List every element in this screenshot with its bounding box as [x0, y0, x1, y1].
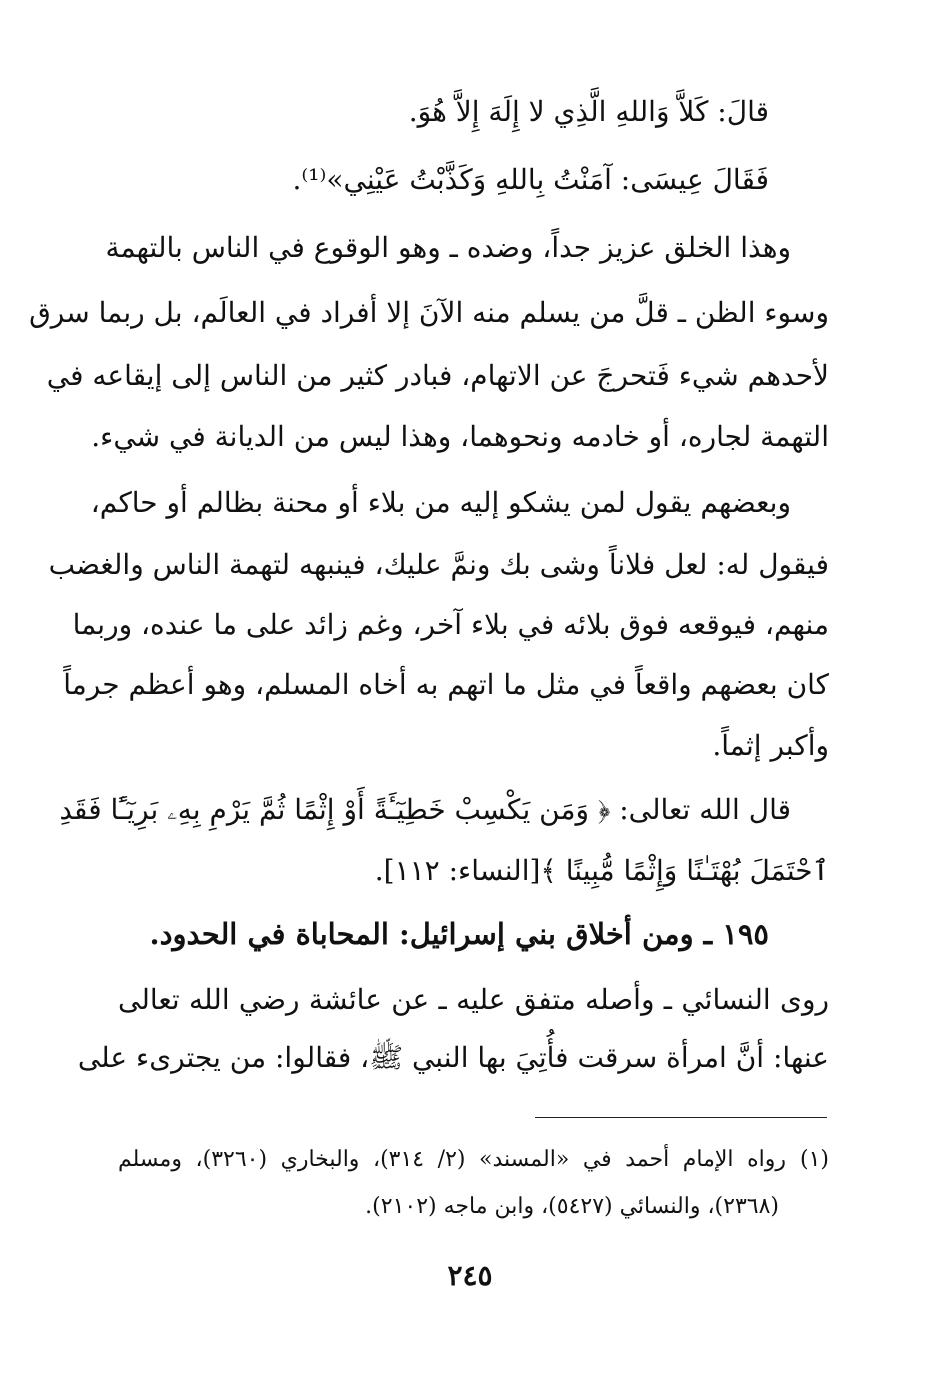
section-heading: ١٩٥ ـ ومن أخلاق بني إسرائيل: المحاباة في الحدود.	[149, 917, 769, 951]
text-line-14: روى النسائي ـ وأصله متفق عليه ـ عن عائشة رضي الله تعالى	[118, 983, 829, 1016]
text-line-11: وأكبر إثماً.	[712, 729, 829, 762]
footnote-divider	[535, 1117, 827, 1118]
text-line-5: لأحدهم شيء فَتحرجَ عن الاتهام، فبادر كثير من الناس إلى إيقاعه في	[46, 359, 829, 392]
text-line-3: وهذا الخلق عزيز جداً، وضده ـ وهو الوقوع في الناس بالتهمة	[105, 231, 791, 264]
footnote-line-1	[118, 1143, 829, 1177]
quran-verse-line-1: قال الله تعالى: ﴿ وَمَن يَكْسِبْ خَطِيٓـَٔةً أَوْ إِثْمًا ثُمَّ يَرْمِ بِهِۦ بَرِيٓـًٔا فَقَدِ	[59, 793, 791, 826]
text-line-1: قالَ: كَلاَّ وَاللهِ الَّذِي لا إِلَهَ إِلاَّ هُوَ.	[408, 95, 769, 128]
page-number: ٢٤٥	[447, 1259, 493, 1292]
footnote-line-2: (٢٣٦٨)، والنسائي (٥٤٢٧)، وابن ماجه (٢١٠٢).	[365, 1194, 779, 1219]
text-line-15: عنها: أنَّ امرأة سرقت فأُتِيَ بها النبي ﷺ، فقالوا: من يجترىء على	[77, 1041, 829, 1074]
text-line-2: فَقَالَ عِيسَى: آمَنْتُ بِاللهِ وَكَذَّبْتُ عَيْنِي»⁽¹⁾.	[292, 163, 769, 196]
text-line-4: وسوء الظن ـ قلَّ من يسلم منه الآنَ إلا أفراد في العالَم، بل ربما سرق	[29, 296, 829, 329]
text-line-10: كان بعضهم واقعاً في مثل ما اتهم به أخاه المسلم، وهو أعظم جرماً	[63, 668, 829, 701]
quran-verse-line-2: ٱحْتَمَلَ بُهْتَـٰنًا وَإِثْمًا مُّبِينًا ﴾[النساء: ١١٢].	[374, 854, 829, 887]
text-line-8: فيقول له: لعل فلاناً وشى بك ونمَّ عليك، فينبهه لتهمة الناس والغضب	[48, 548, 829, 581]
text-line-7: وبعضهم يقول لمن يشكو إليه من بلاء أو محنة بظالم أو حاكم،	[90, 486, 791, 519]
text-line-9: منهم، فيوقعه فوق بلائه في بلاء آخر، وغم زائد على ما عنده، وربما	[72, 608, 829, 641]
text-line-6: التهمة لجاره، أو خادمه ونحوهما، وهذا ليس من الديانة في شيء.	[91, 420, 829, 453]
footnote-text-1: رواه الإمام أحمد في «المسند» (٢/ ٣١٤)، والبخاري (٣٢٦٠)، ومسلم	[118, 1147, 786, 1172]
footnote-marker: (١)	[799, 1147, 829, 1172]
